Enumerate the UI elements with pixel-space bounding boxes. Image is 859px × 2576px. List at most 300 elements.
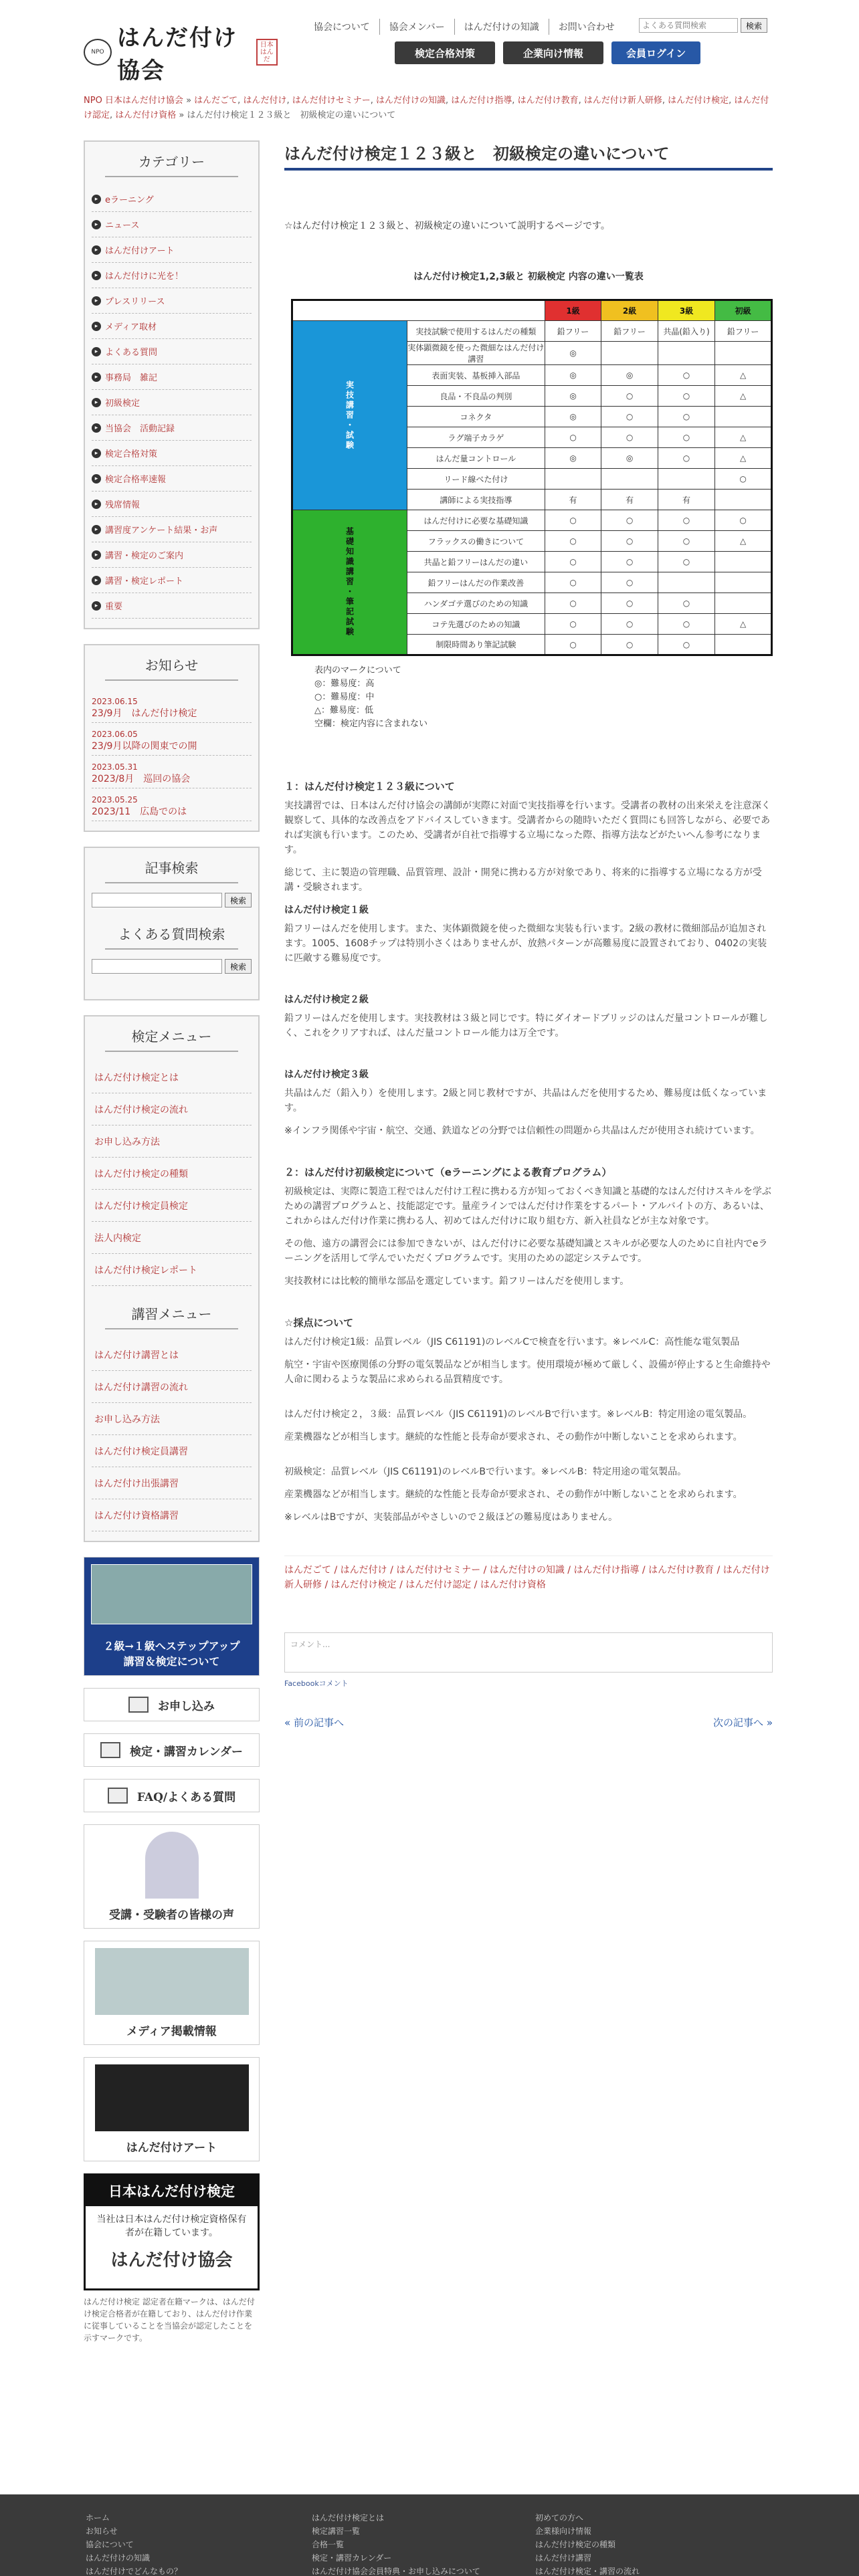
arrow-right-icon: ▸	[92, 474, 101, 484]
breadcrumb-link[interactable]: はんだ付け新人研修	[583, 96, 662, 106]
cert-mark[interactable]	[84, 2173, 260, 2290]
faq-search-input[interactable]	[639, 18, 738, 33]
level-1-header: 1級	[545, 300, 601, 321]
faq-search	[92, 959, 252, 974]
table-row-label: 実技試験で使用するはんだの種類	[407, 321, 545, 342]
category-list	[92, 187, 252, 619]
footer-link[interactable]: はんだ付けの知識	[86, 2553, 151, 2563]
search-box	[84, 847, 260, 1000]
table-cell: 鉛フリー	[601, 321, 658, 342]
cert-note: はんだ付け検定 認定者在籍マークは、はんだ付け検定合格者が在籍しており、はんだ付け作業に従事していることを当協会が認定したことを示すマークです。	[84, 2297, 255, 2343]
table-row-label: ラグ端子カラゲ	[407, 427, 545, 448]
exam-menu-item[interactable]: お申し込み方法	[92, 1125, 252, 1158]
exam-menu-box	[84, 1015, 260, 1542]
table-cell: ○	[601, 614, 658, 635]
calendar-banner[interactable]	[84, 1733, 260, 1767]
article-intro: ☆はんだ付け検定１２３級と、初級検定の違いについて説明するページです。	[284, 221, 610, 231]
category-label: はんだ付けアート	[105, 246, 175, 256]
breadcrumb-link[interactable]: はんだ付けの知識	[376, 96, 446, 106]
table-row-label: 表面実装、基板挿入部品	[407, 365, 545, 386]
legend-line: 表内のマークについて	[314, 665, 401, 675]
logo-seal-icon: 日本 はんだ	[256, 39, 278, 66]
table-cell: ○	[658, 386, 714, 407]
category-label: 初級検定	[105, 399, 140, 409]
category-item[interactable]	[92, 314, 252, 339]
category-label: 検定合格率速報	[105, 475, 167, 485]
article-pager	[284, 1715, 773, 1729]
table-cell: ○	[545, 593, 601, 614]
table-cell	[601, 342, 658, 365]
table-cell: ◎	[545, 386, 601, 407]
article-search-title: 記事検索	[105, 857, 238, 883]
breadcrumb-link[interactable]: はんだ付けセミナー	[292, 96, 371, 106]
table-row	[292, 321, 772, 342]
arrow-right-icon: ▸	[92, 195, 101, 204]
category-item[interactable]	[92, 364, 252, 390]
table-cell	[715, 593, 772, 614]
question-icon	[108, 1788, 128, 1804]
table-cell: 鉛フリー	[545, 321, 601, 342]
exam-menu-item[interactable]: 法人内検定	[92, 1222, 252, 1254]
category-box	[84, 140, 260, 629]
faq-banner-text: FAQ/よくある質問	[136, 1790, 236, 1804]
stepup-banner-text: ２級→１級へステップアップ 講習＆検定について	[103, 1640, 240, 1668]
table-cell: ○	[601, 510, 658, 531]
breadcrumb-link[interactable]: はんだ付け指導	[451, 96, 512, 106]
table-cell: ○	[601, 427, 658, 448]
table-cell: ○	[658, 635, 714, 655]
grade1-title: はんだ付け検定１級	[284, 905, 369, 916]
scoring-p1: はんだ付け検定1級：品質レベル（JIS C61191)のレベルCで検査を行います。※レベルC：高性能な電気製品	[284, 1337, 740, 1348]
table-cell: ○	[658, 593, 714, 614]
grade2-title: はんだ付け検定２級	[284, 994, 369, 1005]
art-banner-text: はんだ付けアート	[126, 2141, 217, 2155]
category-label: 事務局 雑記	[105, 373, 158, 383]
table-cell	[658, 469, 714, 490]
scoring-p6: 産業機器などが相当します。継続的な性能と長寿命が要求され、その動作が中断しないことを求められます。	[284, 1489, 743, 1500]
table-cell: ◎	[601, 365, 658, 386]
table-row-label: はんだ付けに必要な基礎知識	[407, 510, 545, 531]
top-navigation	[304, 19, 624, 35]
table-cell: ○	[658, 427, 714, 448]
member-login-button[interactable]: 会員ログイン	[611, 41, 700, 64]
course-menu-item[interactable]: はんだ付け講習の流れ	[92, 1371, 252, 1403]
exam-menu-title: 検定メニュー	[105, 1026, 238, 1052]
footer-link[interactable]: 合格一覧	[312, 2540, 345, 2549]
article-title: はんだ付け検定１２３級と 初級検定の違いについて	[284, 140, 773, 171]
category-item[interactable]	[92, 568, 252, 593]
grade3-note: ※インフラ関係や宇宙・航空、交通、鉄道などの分野では信頼性の問題から共晶はんだが使用され続けています。	[284, 1125, 760, 1136]
table-row-label: 実体顕微鏡を使った微細なはんだ付け講習	[407, 342, 545, 365]
comparison-table	[291, 299, 773, 656]
nav-members[interactable]: 協会メンバー	[379, 19, 454, 35]
faq-search-button[interactable]: 検索	[225, 959, 252, 974]
article-search	[92, 893, 252, 907]
grade3-text: 共晶はんだ（鉛入り）を使用します。2級と同じ教材ですが、共晶はんだを使用するため、難易度は低くなっています。	[284, 1088, 767, 1113]
category-label: 講習・検定レポート	[105, 576, 184, 586]
category-label: 当協会 活動記録	[105, 424, 175, 434]
news-item[interactable]	[92, 788, 252, 821]
news-date: 2023.06.05	[92, 730, 138, 739]
beginner-header: 初級	[715, 300, 772, 321]
table-group-label: 実技講習・試験	[292, 321, 407, 510]
category-item[interactable]	[92, 517, 252, 542]
news-box	[84, 644, 260, 832]
arrow-right-icon: ▸	[92, 449, 101, 458]
table-cell: ○	[545, 510, 601, 531]
footer-link[interactable]: 初めての方へ	[535, 2513, 584, 2523]
table-cell: 共晶(鉛入り)	[658, 321, 714, 342]
news-item[interactable]	[92, 723, 252, 756]
grade1-text: 鉛フリーはんだを使用します。また、実体顕微鏡を使った微細な実装も行います。2級の教材に微細部品が追加されます。1005、1608チップは特別小さくはありませんが、放熱パターンが高難易度に設置されており、0402の実装に匹敵する難易度です。	[284, 924, 767, 964]
table-cell: ○	[715, 510, 772, 531]
section-123-p2: 総じて、主に製造の管理職、品質管理、設計・開発に携わる方が対象であり、将来的に指導する立場になる方が受講・受験されます。	[284, 867, 762, 893]
exam-menu-list	[92, 1061, 252, 1286]
table-cell: 鉛フリー	[715, 321, 772, 342]
sidebar	[84, 140, 260, 2344]
table-row-label: 良品・不良品の判別	[407, 386, 545, 407]
category-label: 重要	[105, 602, 123, 612]
breadcrumb: NPO 日本はんだ付け協会 » はんだごて, はんだ付け, はんだ付けセミナー, はんだ付けの知識, はんだ付け指導, はんだ付け教育, はんだ付け新人研修, はんだ付け検定, はんだ付け認定, はんだ付け資格 » はんだ付け検定１２３級と 初級検定の違いについて	[84, 96, 769, 120]
news-title: お知らせ	[105, 655, 238, 681]
table-cell: △	[715, 448, 772, 469]
table-row-label: コネクタ	[407, 407, 545, 427]
table-cell: ○	[601, 635, 658, 655]
legend-line: △：難易度：低	[314, 706, 373, 716]
scoring-p7: ※レベルはBですが、実装部品がやさしいので２級ほどの難易度はありません。	[284, 1512, 618, 1523]
facebook-comments-label[interactable]: Facebookコメント	[284, 1679, 349, 1688]
table-cell	[715, 552, 772, 572]
apply-banner-text: お申し込み	[158, 1699, 215, 1713]
faq-search-title: よくある質問検索	[105, 924, 238, 950]
section-123	[284, 779, 773, 1525]
news-title: 23/9月以降の関東での開	[92, 741, 197, 752]
arrow-right-icon: ▸	[92, 322, 101, 331]
category-label: はんだ付けに光を！	[105, 272, 184, 282]
course-menu-item[interactable]: はんだ付け出張講習	[92, 1467, 252, 1499]
corporate-info-button[interactable]: 企業向け情報	[503, 41, 603, 64]
table-row-label: フラックスの働きについて	[407, 531, 545, 552]
legend-line: ◎：難易度：高	[314, 679, 375, 689]
table-row-label: 共晶と鉛フリーはんだの違い	[407, 552, 545, 572]
arrow-right-icon: ▸	[92, 245, 101, 255]
footer-link[interactable]: 検定講習一覧	[312, 2527, 361, 2536]
exam-menu-item[interactable]: はんだ付け検定の種類	[92, 1158, 252, 1190]
exam-prep-button[interactable]: 検定合格対策	[395, 41, 495, 64]
scoring-title: ☆採点について	[284, 1317, 354, 1329]
table-group-label: 基礎知識講習・筆記試験	[292, 510, 407, 655]
table-row	[292, 510, 772, 531]
category-label: よくある質問	[105, 348, 158, 358]
table-cell: ○	[545, 635, 601, 655]
exam-menu-item[interactable]: はんだ付け検定員検定	[92, 1190, 252, 1222]
footer-col-1	[86, 2511, 182, 2576]
footer-link[interactable]: はんだ付け講習	[535, 2553, 592, 2563]
category-label: ニュース	[105, 221, 140, 231]
category-item[interactable]	[92, 187, 252, 212]
footer-link[interactable]: 検定・講習カレンダー	[312, 2553, 392, 2563]
table-cell: ○	[658, 531, 714, 552]
table-cell: ○	[658, 552, 714, 572]
table-cell: ○	[658, 365, 714, 386]
table-cell: ◎	[545, 407, 601, 427]
stepup-photo	[91, 1564, 252, 1624]
category-item[interactable]	[92, 415, 252, 441]
section-123-title: １：はんだ付け検定１２３級について	[284, 780, 455, 792]
table-cell	[715, 572, 772, 593]
table-row-label: 講師による実技指導	[407, 490, 545, 510]
footer-col-2	[312, 2511, 480, 2576]
breadcrumb-link[interactable]: はんだ付け教育	[517, 96, 579, 106]
table-cell: ◎	[601, 448, 658, 469]
table-cell: ○	[658, 407, 714, 427]
table-cell: △	[715, 614, 772, 635]
breadcrumb-link[interactable]: はんだごて	[194, 96, 238, 106]
faq-banner[interactable]	[84, 1779, 260, 1812]
table-cell	[658, 342, 714, 365]
table-legend	[314, 664, 773, 731]
arrow-right-icon: ▸	[92, 423, 101, 433]
art-banner[interactable]	[84, 2057, 260, 2161]
table-cell: △	[715, 427, 772, 448]
calendar-banner-text: 検定・講習カレンダー	[130, 1745, 243, 1759]
table-row-label: はんだ量コントロール	[407, 448, 545, 469]
exam-menu-item[interactable]: はんだ付け検定レポート	[92, 1254, 252, 1286]
table-row-label: リード線べた付け	[407, 469, 545, 490]
media-banner-text: メディア掲載情報	[126, 2024, 217, 2038]
category-item[interactable]	[92, 288, 252, 314]
media-photo	[95, 1948, 249, 2015]
nav-contact[interactable]: お問い合わせ	[549, 19, 624, 35]
grade3-title: はんだ付け検定３級	[284, 1069, 369, 1080]
course-menu-title: 講習メニュー	[105, 1303, 238, 1329]
breadcrumb-link[interactable]: はんだ付け認定	[84, 96, 769, 120]
exam-menu-item[interactable]: はんだ付け検定の流れ	[92, 1093, 252, 1125]
voice-banner[interactable]	[84, 1824, 260, 1929]
voice-banner-text: 受講・受験者の皆様の声	[109, 1908, 234, 1922]
nav-about[interactable]: 協会について	[314, 22, 370, 33]
arrow-right-icon: ▸	[92, 550, 101, 560]
category-label: eラーニング	[105, 195, 154, 205]
news-item[interactable]	[92, 690, 252, 723]
news-title: 2023/8月 巡回の協会	[92, 774, 191, 784]
association-emblem-icon: NPO	[84, 39, 112, 66]
media-banner[interactable]	[84, 1941, 260, 2045]
course-menu-item[interactable]: はんだ付け講習とは	[92, 1339, 252, 1371]
article-search-input[interactable]	[92, 893, 222, 907]
table-cell: △	[715, 531, 772, 552]
course-menu-item[interactable]: はんだ付け資格講習	[92, 1499, 252, 1531]
course-menu-item[interactable]: お申し込み方法	[92, 1403, 252, 1435]
arrow-right-icon: ▸	[92, 500, 101, 509]
arrow-right-icon: ▸	[92, 347, 101, 356]
category-item[interactable]	[92, 542, 252, 568]
level-2-header: 2級	[601, 300, 658, 321]
arrow-right-icon: ▸	[92, 372, 101, 382]
table-cell	[715, 635, 772, 655]
table-cell: 有	[658, 490, 714, 510]
footer-link[interactable]: はんだ付けでどんなもの？	[86, 2567, 183, 2576]
calendar-icon	[100, 1742, 120, 1758]
category-label: 検定合格対策	[105, 449, 158, 459]
news-title: 2023/11 広島でのは	[92, 807, 187, 817]
footer-link[interactable]: 協会について	[86, 2540, 134, 2549]
category-item[interactable]	[92, 593, 252, 619]
footer-link[interactable]: はんだ付け協会会員特典・お申し込みについて	[312, 2567, 480, 2576]
speaker-photo	[145, 1832, 199, 1899]
table-cell: ○	[601, 572, 658, 593]
pencil-icon	[128, 1697, 149, 1713]
exam-menu-item[interactable]: はんだ付け検定とは	[92, 1061, 252, 1093]
news-date: 2023.05.25	[92, 795, 138, 804]
cert-mark-logo: はんだ付け協会	[110, 2250, 233, 2270]
solder-art-photo	[95, 2064, 249, 2131]
scoring-p3: はんだ付け検定２，３級：品質レベル（JIS C61191)のレベルBで行います。※レベルB：特定用途の電気製品。	[284, 1409, 753, 1420]
header-search	[639, 18, 767, 33]
footer-link[interactable]: はんだ付け検定の種類	[535, 2540, 616, 2549]
cert-mark-sub: 当社は日本はんだ付け検定資格保有者が在籍しています。	[96, 2214, 247, 2238]
header-search-button[interactable]: 検索	[741, 18, 767, 33]
table-cell: ◎	[545, 365, 601, 386]
footer-link[interactable]: お知らせ	[86, 2527, 118, 2536]
table-cell: ○	[601, 407, 658, 427]
arrow-right-icon: ▸	[92, 601, 101, 611]
course-menu-item[interactable]: はんだ付け検定員講習	[92, 1435, 252, 1467]
arrow-right-icon: ▸	[92, 271, 101, 280]
table-header-row	[292, 300, 772, 321]
article-search-button[interactable]: 検索	[225, 893, 252, 907]
footer-link[interactable]: ホーム	[86, 2513, 110, 2523]
category-item[interactable]	[92, 339, 252, 364]
arrow-right-icon: ▸	[92, 525, 101, 534]
table-cell: 有	[545, 490, 601, 510]
category-label: 残席情報	[105, 500, 140, 510]
table-cell: ○	[545, 572, 601, 593]
grade2-text: 鉛フリーはんだを使用します。実技教材は３級と同じです。特にダイオードブリッジのはんだ量コントロールが難しく、これをクリアすれば、はんだ量コントロール能力は万全です。	[284, 1013, 768, 1039]
table-cell: ○	[658, 448, 714, 469]
site-logo[interactable]	[84, 25, 278, 84]
table-cell	[715, 490, 772, 510]
legend-line: 空欄：検定内容に含まれない	[314, 719, 428, 729]
table-cell: ○	[601, 386, 658, 407]
article-tags[interactable]: はんだごて / はんだ付け / はんだ付けセミナー / はんだ付けの知識 / はんだ付け指導 / はんだ付け教育 / はんだ付け新人研修 / はんだ付け検定 / はんだ付け認定 / はんだ付け資格	[284, 1555, 773, 1592]
table-cell	[545, 469, 601, 490]
category-item[interactable]	[92, 212, 252, 237]
table-row-label: コテ先選びのための知識	[407, 614, 545, 635]
comment-input[interactable]: コメント...	[284, 1632, 773, 1673]
section-123-p1: 実技講習では、日本はんだ付け協会の講師が実際に対面で実技指導を行います。受講者の教材の出来栄えを注意深く観察して、具体的な改善点をアドバイスしていきます。受講者からの随時いただく質問にも回答しながら、必要であれば実演も行います。このため、受講者が自社で指導する立場になった際、指導方法などがたいへん参考になります。	[284, 800, 771, 855]
cert-mark-title: 日本はんだ付け検定	[86, 2175, 258, 2206]
table-cell: ○	[601, 531, 658, 552]
logo-text: はんだ付け協会	[117, 25, 237, 84]
footer-link[interactable]: はんだ付け検定・講習の流れ	[535, 2567, 640, 2576]
article	[284, 140, 773, 1729]
breadcrumb-link[interactable]: はんだ付け資格	[115, 110, 177, 120]
table-cell: ○	[545, 531, 601, 552]
table-cell	[658, 572, 714, 593]
scoring-p5: 初級検定：品質レベル（JIS C61191)のレベルBで行います。※レベルB：特定用途の電気製品。	[284, 1467, 687, 1477]
table-row-label: 鉛フリーはんだの作業改善	[407, 572, 545, 593]
table-cell: ◎	[545, 342, 601, 365]
section-beginner-p1: 初級検定は、実際に製造工程ではんだ付け工程に携わる方が知っておくべき知識と基礎的なはんだ付けスキルを学ぶための講習プログラムと、技能認定です。量産ラインではんだ付け作業をするパート・アルバイトの方、あるいは、これからはんだ付け作業に携わる人、初めてはんだ付けに取り組む方、新入社員などが主な対象です。	[284, 1186, 771, 1226]
table-cell: ○	[658, 614, 714, 635]
apply-banner[interactable]	[84, 1688, 260, 1721]
table-cell: 有	[601, 490, 658, 510]
news-date: 2023.05.31	[92, 762, 138, 772]
category-label: プレスリリース	[105, 297, 165, 307]
category-label: メディア取材	[105, 322, 157, 332]
site-footer	[0, 2494, 859, 2576]
breadcrumb-current: はんだ付け検定１２３級と 初級検定の違いについて	[187, 110, 396, 120]
table-row-label: 制限時間あり筆記試験	[407, 635, 545, 655]
arrow-right-icon: ▸	[92, 398, 101, 407]
category-label: 講習度アンケート結果・お声	[105, 526, 218, 536]
table-cell: ○	[545, 427, 601, 448]
section-beginner-title: ２：はんだ付け初級検定について（eラーニングによる教育プログラム）	[284, 1166, 612, 1178]
section-beginner-p2: その他、遠方の講習会には参加できないが、はんだ付けに必要な基礎知識とスキルが必要な人のために自社内でeラーニングを活用して学んでいただくプログラムです。実用のための認定システムです。	[284, 1239, 768, 1264]
table-cell: ○	[658, 510, 714, 531]
category-item[interactable]	[92, 263, 252, 288]
category-label: 講習・検定のご案内	[105, 551, 184, 561]
section-beginner-p3: 実技教材には比較的簡単な部品を選定しています。鉛フリーはんだを使用します。	[284, 1276, 630, 1287]
legend-line: ○：難易度：中	[314, 692, 375, 702]
table-cell: ◎	[545, 448, 601, 469]
level-3-header: 3級	[658, 300, 714, 321]
table-cell: ○	[545, 552, 601, 572]
footer-link[interactable]: はんだ付け検定とは	[312, 2513, 385, 2523]
news-item[interactable]	[92, 756, 252, 788]
category-item[interactable]	[92, 492, 252, 517]
table-cell	[715, 342, 772, 365]
news-date: 2023.06.15	[92, 697, 138, 706]
category-item[interactable]	[92, 441, 252, 466]
category-item[interactable]	[92, 466, 252, 492]
arrow-right-icon: ▸	[92, 296, 101, 306]
nav-knowledge[interactable]: はんだ付けの知識	[454, 19, 549, 35]
table-cell: ○	[601, 552, 658, 572]
breadcrumb-link[interactable]: はんだ付け検定	[668, 96, 729, 106]
faq-sidebar-search-input[interactable]	[92, 959, 222, 974]
category-item[interactable]	[92, 237, 252, 263]
table-cell	[601, 469, 658, 490]
scoring-p4: 産業機器などが相当します。継続的な性能と長寿命が要求され、その動作が中断しないことを求められます。	[284, 1432, 743, 1442]
table-cell	[715, 407, 772, 427]
table-row-label: ハンダゴテ選びのための知識	[407, 593, 545, 614]
breadcrumb-link[interactable]: NPO 日本はんだ付け協会	[84, 96, 183, 106]
arrow-right-icon: ▸	[92, 576, 101, 585]
next-article-link[interactable]: 次の記事へ »	[713, 1717, 773, 1729]
category-item[interactable]	[92, 390, 252, 415]
table-cell: ○	[601, 593, 658, 614]
course-menu-list	[92, 1339, 252, 1531]
news-title: 23/9月 はんだ付け検定	[92, 708, 197, 719]
stepup-banner[interactable]	[84, 1557, 260, 1676]
table-cell: △	[715, 365, 772, 386]
footer-col-3	[535, 2511, 640, 2576]
header-buttons	[395, 41, 700, 64]
table-cell: ○	[715, 469, 772, 490]
news-list	[92, 690, 252, 821]
arrow-right-icon: ▸	[92, 220, 101, 229]
scoring-p2: 航空・宇宙や医療関係の分野の電気製品などが相当します。使用環境が極めて厳しく、設備が停止すると生命維持や人命に関わるような製品に求められる品質精度です。	[284, 1360, 771, 1385]
footer-link[interactable]: 企業様向け情報	[535, 2527, 592, 2536]
comparison-table-title: はんだ付け検定1,2,3級と 初級検定 内容の違い一覧表	[413, 272, 644, 282]
table-cell: △	[715, 386, 772, 407]
prev-article-link[interactable]: « 前の記事へ	[284, 1717, 344, 1729]
category-title: カテゴリー	[105, 151, 238, 177]
breadcrumb-link[interactable]: はんだ付け	[243, 96, 287, 106]
table-cell: ○	[545, 614, 601, 635]
